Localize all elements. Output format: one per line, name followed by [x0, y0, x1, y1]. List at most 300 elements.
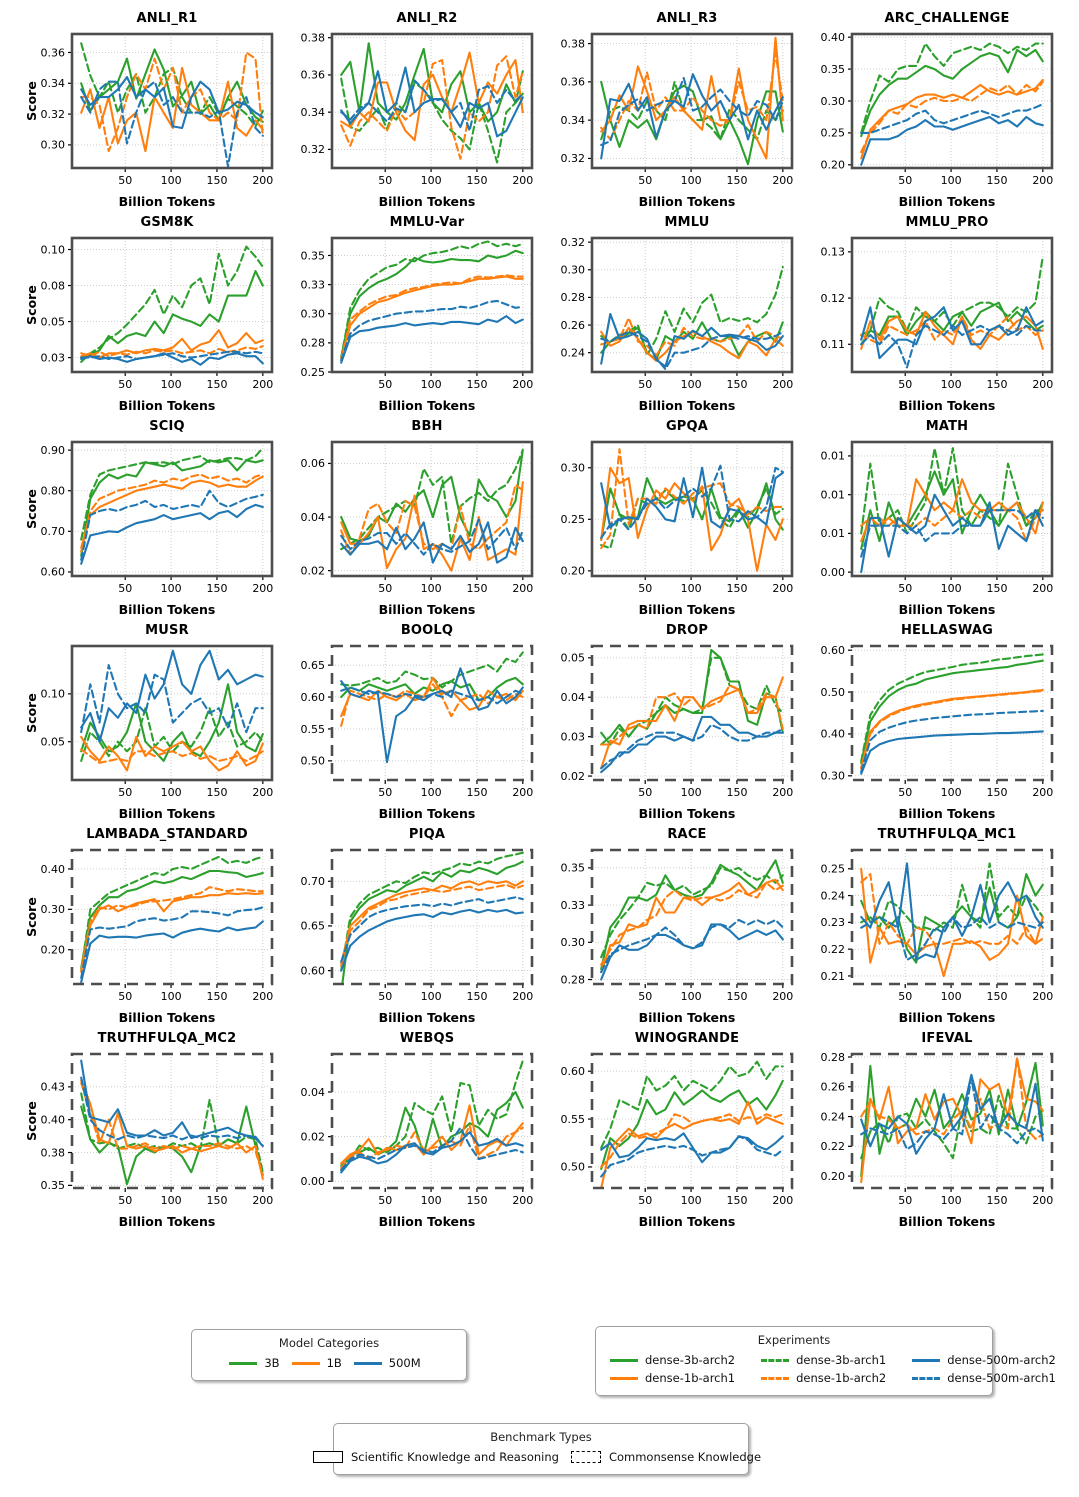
y-tick-label: 0.30	[560, 263, 585, 277]
y-tick-label: 0.26	[820, 1080, 845, 1094]
x-axis-label: Billion Tokens	[378, 806, 476, 821]
y-tick-label: 0.01	[820, 527, 845, 541]
chart-plot	[24, 1048, 280, 1214]
x-tick-label: 50	[638, 174, 653, 187]
chart-title: RACE	[667, 827, 707, 842]
y-tick-label: 0.60	[820, 643, 845, 657]
chart-row	[22, 214, 1062, 418]
chart-plot	[544, 640, 800, 806]
y-tick-label: 0.04	[300, 1085, 325, 1099]
chart-title: HELLASWAG	[900, 623, 994, 638]
y-tick-label: 0.20	[560, 564, 585, 578]
x-tick-label: 150	[466, 990, 488, 1003]
chart-plot	[284, 1048, 540, 1214]
chart-plot	[544, 232, 800, 398]
x-tick-label: 150	[206, 174, 228, 187]
legend-item-dense-500m-arch1	[912, 1371, 1056, 1385]
x-tick-label: 200	[772, 990, 794, 1003]
x-tick-label: 100	[160, 1194, 182, 1207]
y-tick-label: 0.60	[560, 1065, 585, 1079]
legend-swatch-solid-blue-line	[912, 1359, 940, 1362]
x-tick-label: 50	[638, 378, 653, 391]
chart-gpqa	[542, 418, 802, 619]
y-tick-label: 0.40	[820, 727, 845, 741]
y-tick-label: 0.65	[300, 658, 325, 672]
y-tick-label: 0.38	[560, 37, 585, 51]
y-tick-label: 0.70	[300, 875, 325, 889]
x-tick-label: 50	[898, 1194, 913, 1207]
x-axis-label: Billion Tokens	[638, 1214, 736, 1229]
y-tick-label: 0.08	[40, 279, 65, 293]
chart-title: ANLI_R3	[656, 11, 718, 26]
y-tick-label: 0.30	[560, 461, 585, 475]
y-tick-label: 0.28	[300, 336, 325, 350]
legend-model-categories	[191, 1329, 467, 1381]
y-tick-label: 0.05	[40, 735, 65, 749]
legend-item-dense-500m-arch2	[912, 1353, 1056, 1367]
x-tick-label: 200	[772, 1194, 794, 1207]
x-axis-label: Billion Tokens	[638, 398, 736, 413]
legend-item-label: dense-500m-arch1	[947, 1371, 1056, 1385]
x-tick-label: 50	[898, 786, 913, 799]
x-tick-label: 150	[986, 582, 1008, 595]
x-tick-label: 50	[638, 990, 653, 1003]
x-tick-label: 100	[420, 786, 442, 799]
chart-piqa	[282, 826, 542, 1027]
x-axis-label: Billion Tokens	[118, 398, 216, 413]
chart-boolq	[282, 622, 542, 823]
legend-experiments	[595, 1326, 1056, 1396]
chart-mmlu	[542, 214, 802, 415]
y-tick-label: 0.02	[560, 769, 585, 783]
chart-row	[22, 10, 1062, 214]
x-tick-label: 200	[252, 378, 274, 391]
x-tick-label: 150	[726, 1194, 748, 1207]
y-tick-label: 0.01	[820, 488, 845, 502]
x-tick-label: 200	[252, 786, 274, 799]
y-tick-label: 0.21	[820, 969, 845, 983]
legend-item-label: dense-3b-arch1	[796, 1353, 887, 1367]
legend-item-label: dense-500m-arch2	[947, 1353, 1056, 1367]
legend-item-label: dense-3b-arch2	[645, 1353, 736, 1367]
legend-item-scientific-knowledge-and-reasoning	[313, 1450, 559, 1464]
y-tick-label: 0.20	[40, 943, 65, 957]
x-axis-label: Billion Tokens	[378, 1010, 476, 1025]
x-tick-label: 50	[898, 174, 913, 187]
chart-race	[542, 826, 802, 1027]
x-tick-label: 100	[940, 990, 962, 1003]
legend-item-label: 1B	[326, 1356, 342, 1370]
chart-winogrande	[542, 1030, 802, 1231]
chart-plot	[284, 28, 540, 194]
y-tick-label: 0.40	[40, 862, 65, 876]
y-tick-label: 0.05	[560, 651, 585, 665]
chart-drop	[542, 622, 802, 823]
x-tick-label: 150	[466, 786, 488, 799]
x-tick-label: 100	[680, 378, 702, 391]
x-tick-label: 150	[466, 378, 488, 391]
y-tick-label: 0.25	[820, 126, 845, 140]
x-tick-label: 150	[466, 582, 488, 595]
chart-sciq	[22, 418, 282, 619]
chart-title: MUSR	[145, 623, 189, 638]
y-tick-label: 0.03	[40, 351, 65, 365]
x-tick-label: 150	[726, 174, 748, 187]
y-tick-label: 0.35	[820, 62, 845, 76]
chart-plot	[284, 232, 540, 398]
chart-row	[22, 826, 1062, 1030]
chart-title: ANLI_R2	[396, 11, 458, 26]
y-tick-label: 0.26	[560, 318, 585, 332]
legend-swatch-solid-green-line	[229, 1362, 257, 1365]
chart-anli_r3	[542, 10, 802, 211]
x-tick-label: 200	[1032, 786, 1054, 799]
legend-model-categories-items	[204, 1354, 454, 1372]
chart-truthfulqa_mc1	[802, 826, 1062, 1027]
y-tick-label: 0.38	[300, 31, 325, 45]
x-tick-label: 50	[638, 582, 653, 595]
x-tick-label: 150	[726, 786, 748, 799]
chart-plot	[804, 1048, 1060, 1214]
y-tick-label: 0.60	[300, 690, 325, 704]
x-tick-label: 50	[378, 582, 393, 595]
y-tick-label: 0.00	[300, 1175, 325, 1189]
x-tick-label: 100	[420, 1194, 442, 1207]
x-tick-label: 200	[252, 1194, 274, 1207]
x-tick-label: 50	[118, 378, 133, 391]
legend-item-label: Commonsense Knowledge	[608, 1450, 762, 1464]
x-tick-label: 100	[420, 582, 442, 595]
chart-title: GPQA	[665, 419, 709, 434]
x-tick-label: 50	[118, 786, 133, 799]
chart-title: MMLU	[664, 215, 710, 230]
x-tick-label: 100	[680, 582, 702, 595]
y-tick-label: 0.25	[300, 365, 325, 379]
y-tick-label: 0.30	[300, 307, 325, 321]
chart-title: ARC_CHALLENGE	[884, 11, 1010, 26]
chart-title: WINOGRANDE	[634, 1031, 740, 1046]
x-tick-label: 50	[118, 582, 133, 595]
chart-plot	[24, 844, 280, 1010]
chart-row	[22, 1030, 1062, 1234]
x-tick-label: 150	[986, 174, 1008, 187]
x-tick-label: 100	[680, 174, 702, 187]
chart-plot	[544, 436, 800, 602]
chart-ifeval	[802, 1030, 1062, 1231]
chart-plot	[804, 436, 1060, 602]
x-tick-label: 200	[512, 1194, 534, 1207]
legend-swatch-solid-orange-line	[292, 1362, 320, 1365]
chart-plot	[804, 640, 1060, 806]
legend-swatch-dashed-blue-line	[912, 1377, 940, 1380]
legend-experiments-title: Experiments	[757, 1333, 831, 1347]
x-tick-label: 200	[252, 174, 274, 187]
chart-title: BBH	[411, 419, 443, 434]
legend-benchmark-types-items	[346, 1448, 762, 1466]
x-tick-label: 100	[680, 786, 702, 799]
x-tick-label: 200	[252, 990, 274, 1003]
legend-item-label: 500M	[388, 1356, 421, 1370]
y-tick-label: 0.36	[560, 75, 585, 89]
x-tick-label: 200	[512, 582, 534, 595]
y-tick-label: 0.70	[40, 525, 65, 539]
x-tick-label: 50	[638, 1194, 653, 1207]
y-tick-label: 0.11	[820, 338, 845, 352]
y-axis-label: Score	[24, 1101, 39, 1141]
x-tick-label: 100	[940, 786, 962, 799]
y-tick-label: 0.10	[40, 243, 65, 257]
y-tick-label: 0.35	[40, 1179, 65, 1193]
x-tick-label: 200	[772, 582, 794, 595]
chart-plot	[284, 640, 540, 806]
x-tick-label: 150	[466, 1194, 488, 1207]
chart-mmlu_pro	[802, 214, 1062, 415]
y-tick-label: 0.35	[300, 249, 325, 263]
y-axis-label: Score	[24, 897, 39, 937]
x-tick-label: 50	[378, 990, 393, 1003]
y-tick-label: 0.30	[820, 769, 845, 783]
x-axis-label: Billion Tokens	[118, 1214, 216, 1229]
x-tick-label: 50	[638, 786, 653, 799]
x-tick-label: 50	[118, 1194, 133, 1207]
x-axis-label: Billion Tokens	[898, 602, 996, 617]
y-tick-label: 0.50	[300, 754, 325, 768]
chart-lambada_standard	[22, 826, 282, 1027]
y-tick-label: 0.28	[560, 291, 585, 305]
y-tick-label: 0.40	[40, 1113, 65, 1127]
chart-anli_r1	[22, 10, 282, 211]
y-tick-label: 0.02	[300, 564, 325, 578]
x-tick-label: 100	[420, 378, 442, 391]
legend-benchmark-types	[333, 1423, 762, 1475]
y-tick-label: 0.33	[560, 898, 585, 912]
x-tick-label: 100	[420, 174, 442, 187]
x-tick-label: 50	[378, 174, 393, 187]
x-tick-label: 200	[512, 990, 534, 1003]
chart-title: PIQA	[408, 827, 446, 842]
chart-plot	[24, 436, 280, 602]
x-tick-label: 200	[1032, 378, 1054, 391]
x-tick-label: 100	[160, 786, 182, 799]
chart-title: ANLI_R1	[136, 11, 198, 26]
legend-item-dense-1b-arch2	[761, 1371, 886, 1385]
x-tick-label: 50	[118, 174, 133, 187]
y-tick-label: 0.32	[560, 152, 585, 166]
y-tick-label: 0.34	[300, 105, 325, 119]
chart-title: LAMBADA_STANDARD	[86, 827, 248, 842]
x-axis-label: Billion Tokens	[378, 602, 476, 617]
y-tick-label: 0.34	[40, 77, 65, 91]
chart-title: IFEVAL	[921, 1031, 973, 1046]
x-tick-label: 50	[118, 990, 133, 1003]
x-axis-label: Billion Tokens	[898, 1010, 996, 1025]
x-axis-label: Billion Tokens	[378, 398, 476, 413]
y-tick-label: 0.20	[820, 158, 845, 172]
y-tick-label: 0.25	[820, 862, 845, 876]
y-tick-label: 0.25	[560, 513, 585, 527]
y-tick-label: 0.24	[820, 889, 845, 903]
y-tick-label: 0.33	[300, 278, 325, 292]
chart-row	[22, 418, 1062, 622]
y-tick-label: 0.50	[560, 1160, 585, 1174]
chart-title: BOOLQ	[400, 623, 454, 638]
chart-plot	[284, 436, 540, 602]
x-tick-label: 200	[512, 174, 534, 187]
legend-swatch-dashed-green-line	[761, 1359, 789, 1362]
x-tick-label: 150	[206, 990, 228, 1003]
legend-item-3b	[229, 1356, 279, 1370]
x-axis-label: Billion Tokens	[638, 806, 736, 821]
x-tick-label: 200	[1032, 582, 1054, 595]
y-tick-label: 0.50	[820, 685, 845, 699]
chart-anli_r2	[282, 10, 542, 211]
chart-plot	[24, 28, 280, 194]
x-tick-label: 150	[466, 174, 488, 187]
y-tick-label: 0.28	[560, 973, 585, 987]
legend-item-commonsense-knowledge	[571, 1450, 761, 1464]
chart-mmlu-var	[282, 214, 542, 415]
x-tick-label: 150	[726, 378, 748, 391]
x-axis-label: Billion Tokens	[898, 806, 996, 821]
y-tick-label: 0.12	[820, 291, 845, 305]
y-axis-label: Score	[24, 693, 39, 733]
y-tick-label: 0.04	[300, 510, 325, 524]
legend-item-1b	[292, 1356, 342, 1370]
x-tick-label: 150	[726, 990, 748, 1003]
x-axis-label: Billion Tokens	[378, 1214, 476, 1229]
x-tick-label: 150	[206, 1194, 228, 1207]
y-tick-label: 0.04	[560, 691, 585, 705]
y-axis-label: Score	[24, 285, 39, 325]
y-tick-label: 0.00	[820, 565, 845, 579]
x-tick-label: 200	[512, 786, 534, 799]
y-tick-label: 0.32	[560, 235, 585, 249]
x-axis-label: Billion Tokens	[638, 194, 736, 209]
legend-item-label: dense-1b-arch1	[645, 1371, 736, 1385]
legend-swatch-solid-rect	[313, 1451, 343, 1463]
chart-plot	[804, 232, 1060, 398]
y-tick-label: 0.24	[560, 346, 585, 360]
chart-title: SCIQ	[149, 419, 185, 434]
x-tick-label: 100	[160, 582, 182, 595]
x-tick-label: 50	[898, 378, 913, 391]
legend-item-label: Scientific Knowledge and Reasoning	[350, 1450, 559, 1464]
x-axis-label: Billion Tokens	[378, 194, 476, 209]
chart-title: MATH	[925, 419, 969, 434]
y-tick-label: 0.30	[820, 94, 845, 108]
x-tick-label: 100	[940, 582, 962, 595]
x-tick-label: 200	[772, 786, 794, 799]
x-tick-label: 100	[160, 990, 182, 1003]
x-axis-label: Billion Tokens	[118, 1010, 216, 1025]
legend-model-categories-title: Model Categories	[278, 1336, 380, 1350]
x-tick-label: 150	[986, 786, 1008, 799]
x-axis-label: Billion Tokens	[118, 806, 216, 821]
y-tick-label: 0.02	[300, 1130, 325, 1144]
y-tick-label: 0.90	[40, 443, 65, 457]
y-tick-label: 0.65	[300, 919, 325, 933]
y-tick-label: 0.28	[820, 1050, 845, 1064]
chart-plot	[804, 844, 1060, 1010]
legend-item-label: dense-1b-arch2	[796, 1371, 887, 1385]
y-tick-label: 0.22	[820, 1140, 845, 1154]
x-axis-label: Billion Tokens	[898, 194, 996, 209]
x-tick-label: 200	[772, 174, 794, 187]
legend-item-500m	[354, 1356, 421, 1370]
chart-title: DROP	[665, 623, 709, 638]
x-tick-label: 150	[206, 378, 228, 391]
chart-plot	[284, 844, 540, 1010]
y-tick-label: 0.34	[560, 113, 585, 127]
x-tick-label: 100	[680, 990, 702, 1003]
chart-arc_challenge	[802, 10, 1062, 211]
y-tick-label: 0.32	[40, 107, 65, 121]
x-tick-label: 100	[680, 1194, 702, 1207]
x-tick-label: 150	[986, 1194, 1008, 1207]
chart-hellaswag	[802, 622, 1062, 823]
y-tick-label: 0.55	[300, 722, 325, 736]
chart-plot	[24, 640, 280, 806]
chart-plot	[544, 1048, 800, 1214]
y-tick-label: 0.80	[40, 484, 65, 498]
chart-title: TRUTHFULQA_MC2	[97, 1031, 237, 1046]
x-tick-label: 150	[206, 786, 228, 799]
x-tick-label: 200	[252, 582, 274, 595]
chart-row	[22, 622, 1062, 826]
y-tick-label: 0.55	[560, 1112, 585, 1126]
x-tick-label: 100	[940, 1194, 962, 1207]
legend-experiments-items	[608, 1351, 1056, 1387]
legend-benchmark-types-title: Benchmark Types	[490, 1430, 592, 1444]
y-tick-label: 0.06	[300, 457, 325, 471]
legend-swatch-dashed-orange-line	[761, 1377, 789, 1380]
legend-swatch-dashed-rect	[571, 1451, 601, 1463]
legend-item-dense-3b-arch1	[761, 1353, 886, 1367]
chart-title: MMLU_PRO	[905, 215, 989, 230]
chart-title: MMLU-Var	[389, 215, 465, 230]
x-tick-label: 200	[1032, 990, 1054, 1003]
y-tick-label: 0.01	[820, 449, 845, 463]
y-tick-label: 0.22	[820, 942, 845, 956]
x-tick-label: 50	[378, 1194, 393, 1207]
x-tick-label: 100	[940, 378, 962, 391]
y-tick-label: 0.32	[300, 143, 325, 157]
x-axis-label: Billion Tokens	[118, 602, 216, 617]
chart-bbh	[282, 418, 542, 619]
y-tick-label: 0.20	[820, 1169, 845, 1183]
chart-gsm8k	[22, 214, 282, 415]
legend-item-dense-1b-arch1	[610, 1371, 735, 1385]
x-tick-label: 200	[512, 378, 534, 391]
chart-plot	[544, 844, 800, 1010]
x-tick-label: 50	[378, 378, 393, 391]
y-tick-label: 0.05	[40, 315, 65, 329]
x-axis-label: Billion Tokens	[898, 1214, 996, 1229]
chart-webqs	[282, 1030, 542, 1231]
y-tick-label: 0.43	[40, 1080, 65, 1094]
x-tick-label: 100	[160, 174, 182, 187]
x-tick-label: 200	[772, 378, 794, 391]
x-tick-label: 150	[986, 990, 1008, 1003]
x-axis-label: Billion Tokens	[638, 1010, 736, 1025]
charts-grid	[22, 10, 1062, 1234]
legend-swatch-solid-blue-line	[354, 1362, 382, 1365]
chart-math	[802, 418, 1062, 619]
y-tick-label: 0.36	[300, 68, 325, 82]
legend-swatch-solid-green-line	[610, 1359, 638, 1362]
y-tick-label: 0.03	[560, 730, 585, 744]
x-tick-label: 100	[940, 174, 962, 187]
